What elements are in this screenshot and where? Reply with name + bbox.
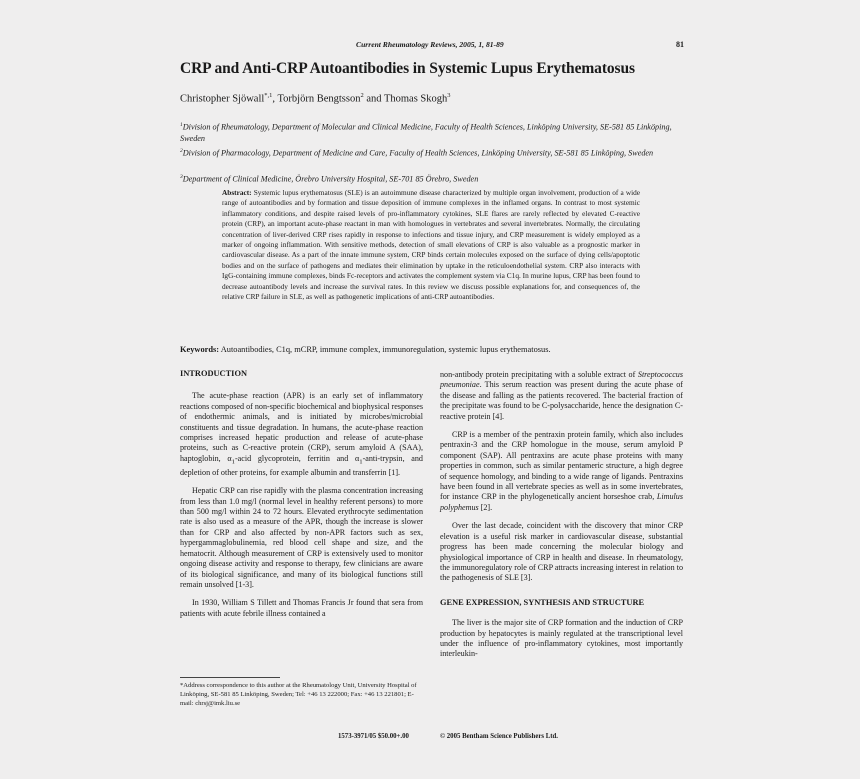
affiliation-mark: 1 — [180, 122, 183, 128]
author-affiliation-mark: *,1 — [264, 92, 273, 99]
paragraph — [440, 430, 683, 513]
footnote-divider — [180, 677, 280, 678]
author-name: Thomas Skogh — [383, 93, 448, 105]
right-column — [440, 370, 683, 668]
section-heading: GENE EXPRESSION, SYNTHESIS AND STRUCTURE — [440, 597, 645, 607]
author-affiliation-mark: 2 — [360, 92, 364, 99]
paragraph-text: CRP is a member of the pentraxin protein family, which also includes pentraxin-3 and the CRP homologue in the mouse, serum amyloid P component (SAP). All pentraxins are acute phase proteins with many properties in common, such as similar pentameric structure, a high degree of sequence homology, and binding to a wide range of ligands. Pentraxins have been found in all vertebrate species as well as in some invertebrates, for instance CRP in the phylogenetically ancient horseshoe crab, — [440, 430, 683, 502]
subscript: 1 — [231, 458, 235, 466]
paragraph-text: [2]. — [478, 502, 493, 512]
species-name: Streptococcus pneumoniae — [440, 370, 683, 390]
paragraph — [440, 370, 683, 422]
author-separator: and — [363, 93, 384, 105]
paragraph-text: -anti-trypsin, and depletion of other proteins, for example albumin and transferrin [1]. — [180, 453, 423, 477]
affiliation-text: Division of Rheumatology, Department of Molecular and Clinical Medicine, Faculty of Health Sciences, Linköping University, SE-581 85 Linköping, Sweden — [180, 122, 672, 143]
paper-title: CRP and Anti-CRP Autoantibodies in Systemic Lupus Erythematosus — [180, 60, 635, 77]
paragraph-text: -acid glycoprotein, ferritin and α — [234, 453, 360, 463]
issn-price: 1573-3971/05 $50.00+.00 — [338, 733, 409, 740]
affiliation-text: Division of Pharmacology, Department of Medicine and Care, Faculty of Health Sciences, Linköping University, SE-581 85 Linköping, Sweden — [182, 148, 654, 158]
abstract — [222, 188, 640, 302]
paragraph-text: non-antibody protein precipitating with a soluble extract of — [440, 370, 638, 379]
author-affiliation-mark: 3 — [447, 92, 451, 99]
subscript: 1 — [359, 458, 363, 466]
affiliation — [180, 146, 680, 159]
paragraph-text: . This serum reaction was present during the acute phase of the disease and falling as the patients recovered. The bacterial fraction of the precipitate was found to be C-polysaccharide, hence the designation C-reactive protein [4]. — [440, 380, 683, 421]
affiliation-mark: 2 — [180, 148, 183, 154]
affiliation-mark: 3 — [180, 174, 183, 180]
author-list — [180, 92, 700, 105]
paragraph-text: The acute-phase reaction (APR) is an early set of inflammatory reactions composed of non-specific biochemical and biophysical responses of endothermic animals, and is initiated by microbes/microbial constituents and tissue degradation. In humans, the acute-phase reaction comprises increased hepatic production and release of acute-phase proteins, such as C-reactive protein (CRP), serum amyloid A (SAA), haptoglobin, α — [180, 391, 423, 463]
running-head: Current Rheumatology Reviews, 2005, 1, 81-89 — [356, 40, 504, 49]
paragraph — [180, 391, 423, 478]
keywords — [180, 345, 680, 354]
abstract-text: Systemic lupus erythematosus (SLE) is an autoimmune disease characterized by multiple organ involvement, production of a wide range of autoantibodies and by formation and tissue deposition of immune complexes in the inflamed organs. In contrast to most systemic inflammatory conditions, and despite raised levels of pro-inflammatory cytokines, SLE flares are rarely reflected by elevated C-reactive protein (CRP), an important acute-phase reactant in man with homologues in vertebrates and several invertebrates. Normally, the circulating concentration of liver-derived CRP rises rapidly in response to infections and tissue injury, and CRP measurement is widely employed as a marker of ongoing inflammation. With sensitive methods, detection of small elevations of CRP is also valuable as a prognostic marker in cardiovascular disease. As a part of the innate immune system, CRP binds certain molecules exposed on the surface of dying cells/apoptotic bodies and on the surface of pathogens and mediates their elimination by uptake in the reticuloendothelial system. CRP also interacts with IgG-containing immune complexes, binds Fc-receptors and activates the complement system via C1q. In murine lupus, CRP has been found to decrease autoantibody levels and increase the survival rates. In this review we discuss possible explanations for, and consequences of, the relative CRP failure in SLE, as well as pathogenetic implications of anti-CRP autoantibodies. — [222, 188, 641, 302]
paragraph: The liver is the major site of CRP formation and the induction of CRP production by hepatocytes is mainly regulated at the transcriptional level under the influence of pro-inflammatory cytokines, most importantly interleukin- — [440, 618, 683, 659]
species-name: Limulus polyphemus — [440, 492, 683, 512]
affiliation — [180, 172, 680, 185]
affiliation-text: Department of Clinical Medicine, Örebro University Hospital, SE-701 85 Örebro, Sweden — [182, 174, 479, 184]
paragraph: In 1930, William S Tillett and Thomas Francis Jr found that sera from patients with acute febrile illness contained a — [180, 598, 423, 618]
abstract-label: Abstract: — [222, 188, 252, 197]
correspondence-footnote: *Address correspondence to this author at the Rheumatology Unit, University Hospital of Linköping, SE-581 85 Linköping, Sweden; Tel: +46 13 222000; Fax: +46 13 221801; E-mail: chrsj@imk.liu.se — [180, 682, 417, 707]
section-heading: INTRODUCTION — [180, 369, 248, 378]
left-column — [180, 369, 423, 627]
paragraph: Over the last decade, coincident with the discovery that minor CRP elevation is a useful risk marker in cardiovascular disease, substantial progress has been made concerning the molecular biology and physiological importance of CRP in health and disease. In rheumatology, the immunoregulatory role of CRP attracts increasing interest in relation to the pathogenesis of SLE [3]. — [440, 521, 683, 583]
page-number: 81 — [676, 40, 684, 49]
keywords-text: Autoantibodies, C1q, mCRP, immune complex, immunoregulation, systemic lupus erythematosus. — [219, 345, 551, 354]
keywords-label: Keywords: — [180, 345, 220, 354]
author-name: Torbjörn Bengtsson — [277, 93, 361, 105]
copyright: © 2005 Bentham Science Publishers Ltd. — [440, 733, 558, 740]
paragraph: Hepatic CRP can rise rapidly with the plasma concentration increasing from less than 1.0 mg/l (normal level in healthy referent persons) to more than 500 mg/l within 24 to 72 hours. Elevated erythrocyte sedimentation rate is also used as a measure of the APR, though the increase is slower than for CRP and also affected by non-APR factors such as sex, hypergammaglobulinemia, red blood cell shape and size, and the hematocrit. Although measurement of CRP is extensively used to monitor ongoing disease activity and response to therapy, few clinicians are aware of its biological significance, and many of its biological functions still remain unsolved [1-3]. — [180, 486, 423, 589]
author-name: Christopher Sjöwall — [180, 93, 265, 105]
author-separator: , — [272, 93, 278, 105]
affiliation — [180, 120, 680, 144]
